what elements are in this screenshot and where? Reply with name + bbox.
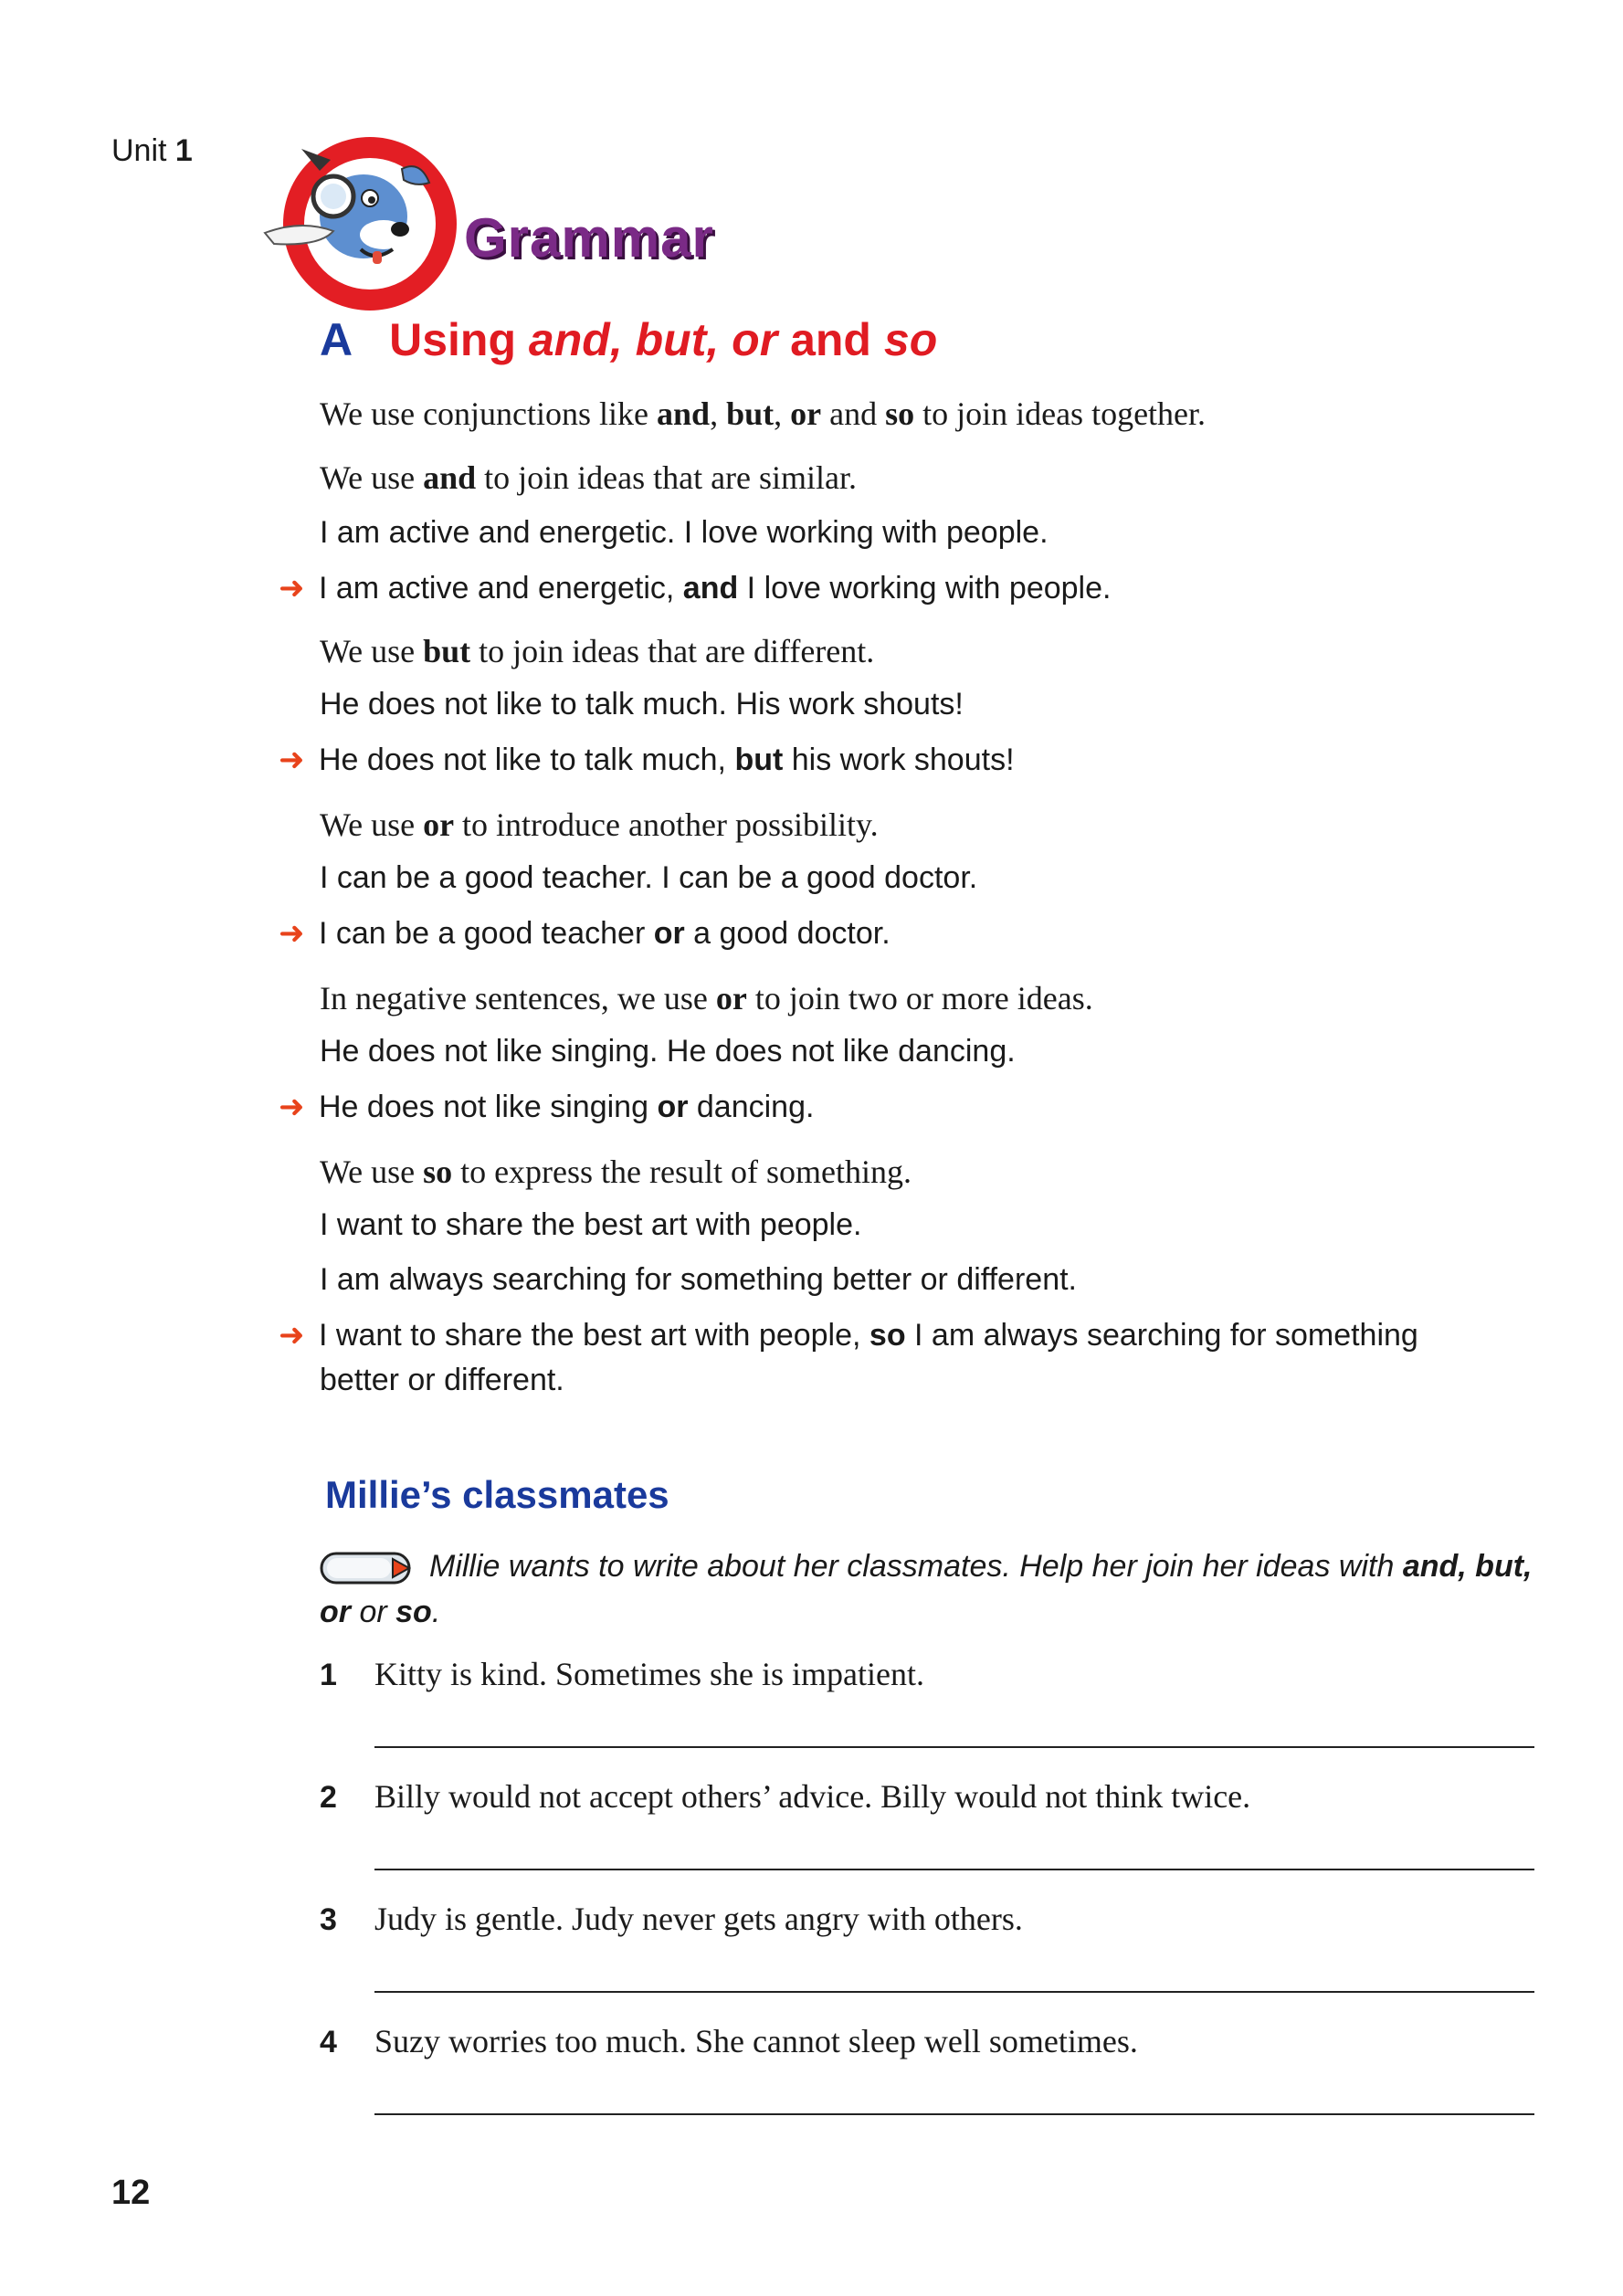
intro-text: We use conjunctions like and, but, or and so to join ideas together. — [320, 395, 1207, 432]
rule-text: We use or to introduce another possibility. — [320, 806, 879, 843]
question-text: Suzy worries too much. She cannot sleep well sometimes. — [374, 2023, 1138, 2059]
section-letter: A — [320, 314, 353, 365]
example-sentence: He does not like singing. He does not like dancing. — [320, 1034, 1016, 1069]
question-number: 3 — [320, 1902, 337, 1937]
example-sentence: I am active and energetic. I love working with people. — [320, 515, 1049, 550]
answer-line[interactable] — [374, 1991, 1534, 1993]
arrow-right-icon: ➜ — [279, 916, 305, 951]
section-banner: Grammar — [464, 207, 714, 269]
question-number: 4 — [320, 2025, 337, 2059]
example-sentence: I am always searching for something better or different. — [320, 1262, 1077, 1297]
answer-line[interactable] — [374, 1869, 1534, 1870]
result-sentence: ➜ I want to share the best art with people, so I am always searching for something — [279, 1318, 1418, 1353]
dog-with-magnifier-icon — [247, 132, 475, 315]
rule-text: In negative sentences, we use or to join two or more ideas. — [320, 980, 1093, 1016]
arrow-right-icon: ➜ — [279, 571, 305, 606]
result-sentence: ➜ I can be a good teacher or a good doctor. — [279, 916, 891, 951]
result-sentence: ➜ He does not like to talk much, but his work shouts! — [279, 743, 1015, 777]
arrow-right-icon: ➜ — [279, 1090, 305, 1124]
exercise-title: Millie’s classmates — [325, 1473, 669, 1516]
pencil-icon — [320, 1550, 416, 1586]
exercise-instruction: Millie wants to write about her classmates. Help her join her ideas with and, but, or or so. — [320, 1549, 1533, 1629]
answer-line[interactable] — [374, 2113, 1534, 2115]
page-number: 12 — [111, 2174, 151, 2212]
arrow-right-icon: ➜ — [279, 1318, 305, 1353]
result-sentence-continued: better or different. — [320, 1363, 564, 1397]
question-number: 1 — [320, 1658, 337, 1692]
rule-text: We use and to join ideas that are similar. — [320, 459, 858, 496]
rule-text: We use but to join ideas that are different. — [320, 633, 875, 669]
arrow-right-icon: ➜ — [279, 743, 305, 777]
question-text: Kitty is kind. Sometimes she is impatient. — [374, 1656, 924, 1692]
example-sentence: I want to share the best art with people. — [320, 1207, 862, 1242]
unit-number: 1 — [174, 133, 193, 168]
section-heading: A Using and, but, or and so — [320, 314, 938, 365]
result-sentence: ➜ I am active and energetic, and I love working with people. — [279, 571, 1112, 606]
question-number: 2 — [320, 1780, 337, 1815]
example-sentence: He does not like to talk much. His work shouts! — [320, 687, 964, 721]
result-sentence: ➜ He does not like singing or dancing. — [279, 1090, 815, 1124]
answer-line[interactable] — [374, 1746, 1534, 1748]
rule-text: We use so to express the result of something. — [320, 1153, 912, 1190]
question-text: Billy would not accept others’ advice. Billy would not think twice. — [374, 1778, 1251, 1815]
question-text: Judy is gentle. Judy never gets angry with others. — [374, 1901, 1023, 1937]
unit-label: Unit 1 — [111, 133, 193, 168]
example-sentence: I can be a good teacher. I can be a good doctor. — [320, 860, 978, 895]
